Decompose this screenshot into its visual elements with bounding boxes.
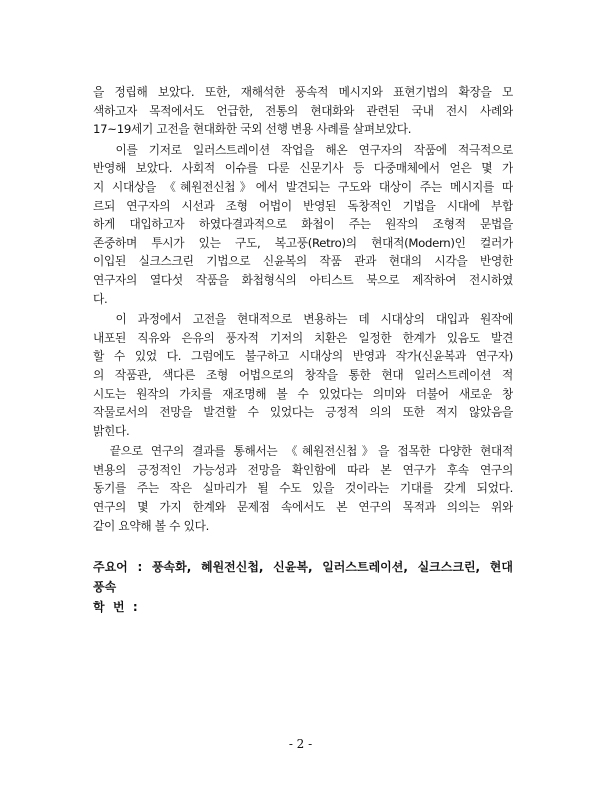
text-line: 17~19세기 고전을 현대화한 국외 선행 변용 사례를 살펴보았다. [93, 122, 412, 137]
text-line: 내포된 직유와 은유의 풍자적 기저의 치환은 일정한 한계가 있음도 발견 [93, 330, 513, 345]
text-line: 을 정립해 보았다. 또한, 재해석한 풍속적 메시지와 표현기법의 확장을 모 [93, 85, 513, 99]
text-line: 연구의 몇 가지 한계와 문제점 속에서도 본 연구의 목적과 의의는 위와 [93, 500, 513, 515]
text-line: 르되 연구자의 시선과 조형 어법이 반영된 독창적인 기법을 시대에 부합 [93, 198, 513, 213]
text-line: 같이 요약해 볼 수 있다. [93, 518, 209, 533]
text-line: 할 수 있었 다. 그럼에도 불구하고 시대상의 반영과 작가(신윤복과 연구자) [93, 349, 513, 364]
keywords-block [93, 557, 513, 617]
text-line: 이 과정에서 고전을 현대적으로 변용하는 데 시대상의 대입과 원작에 [93, 312, 513, 327]
text-line: 시도는 원작의 가치를 재조명해 볼 수 있었다는 의미와 더불어 새로운 창 [93, 386, 513, 401]
text-line: 밝힌다. [93, 423, 130, 438]
text-line: 반영해 보았다. 사회적 이슈를 다룬 신문기사 등 다중매체에서 얻은 몇 가 [93, 161, 513, 176]
text-line: 이를 기저로 일러스트레이션 작업을 해온 연구자의 작품에 적극적으로 [93, 142, 513, 157]
paragraph-3 [93, 310, 513, 440]
text-line: 색하고자 목적에서도 언급한, 전통의 현대화와 관련된 국내 전시 사례와 [93, 103, 513, 118]
text-line: 작물로서의 전망을 발견할 수 있었다는 긍정적 의의 또한 적지 않았음을 [93, 405, 513, 420]
keywords-line: 주요어 : 풍속화, 혜원전신첩, 신윤복, 일러스트레이션, 실크스크린, 현대 [93, 560, 513, 575]
paragraph-1 [93, 83, 513, 139]
paragraph-2 [93, 141, 513, 308]
text-line: 존중하며 투시가 있는 구도, 복고풍(Retro)의 현대적(Modern)인 컬러가 [93, 235, 513, 250]
text-line: 이입된 실크스크린 기법으로 신윤복의 작품 관과 현대의 시각을 반영한 [93, 254, 513, 269]
text-line: 지 시대상을 《혜원전신첩》에서 발견되는 구도와 대상이 주는 메시지를 따 [93, 179, 513, 194]
keywords-line-continued: 풍속 [93, 580, 117, 595]
text-line: 변용의 긍정적인 가능성과 전망을 확인함에 따라 본 연구가 후속 연구의 [93, 462, 513, 477]
page-number: - 2 - [288, 737, 313, 751]
text-line: 다. [93, 291, 108, 306]
text-line: 연구자의 열다섯 작품을 화첩형식의 아티스트 북으로 제작하여 전시하였 [93, 272, 513, 287]
paragraph-4 [93, 442, 513, 535]
text-line: 동기를 주는 작은 실마리가 될 수도 있을 것이라는 기대를 갖게 되었다. [93, 481, 513, 496]
text-line: 하게 대입하고자 하였다결과적으로 화첩이 주는 원작의 조형적 문법을 [93, 217, 513, 232]
student-id-label: 학 번 : [93, 600, 138, 615]
document-body [93, 83, 513, 617]
text-line: 끝으로 연구의 결과를 통해서는 《혜원전신첩》을 접목한 다양한 현대적 [93, 444, 513, 459]
text-line: 의 작품관, 색다른 조형 어법으로의 창작을 통한 현대 일러스트레이션 적 [93, 367, 513, 382]
